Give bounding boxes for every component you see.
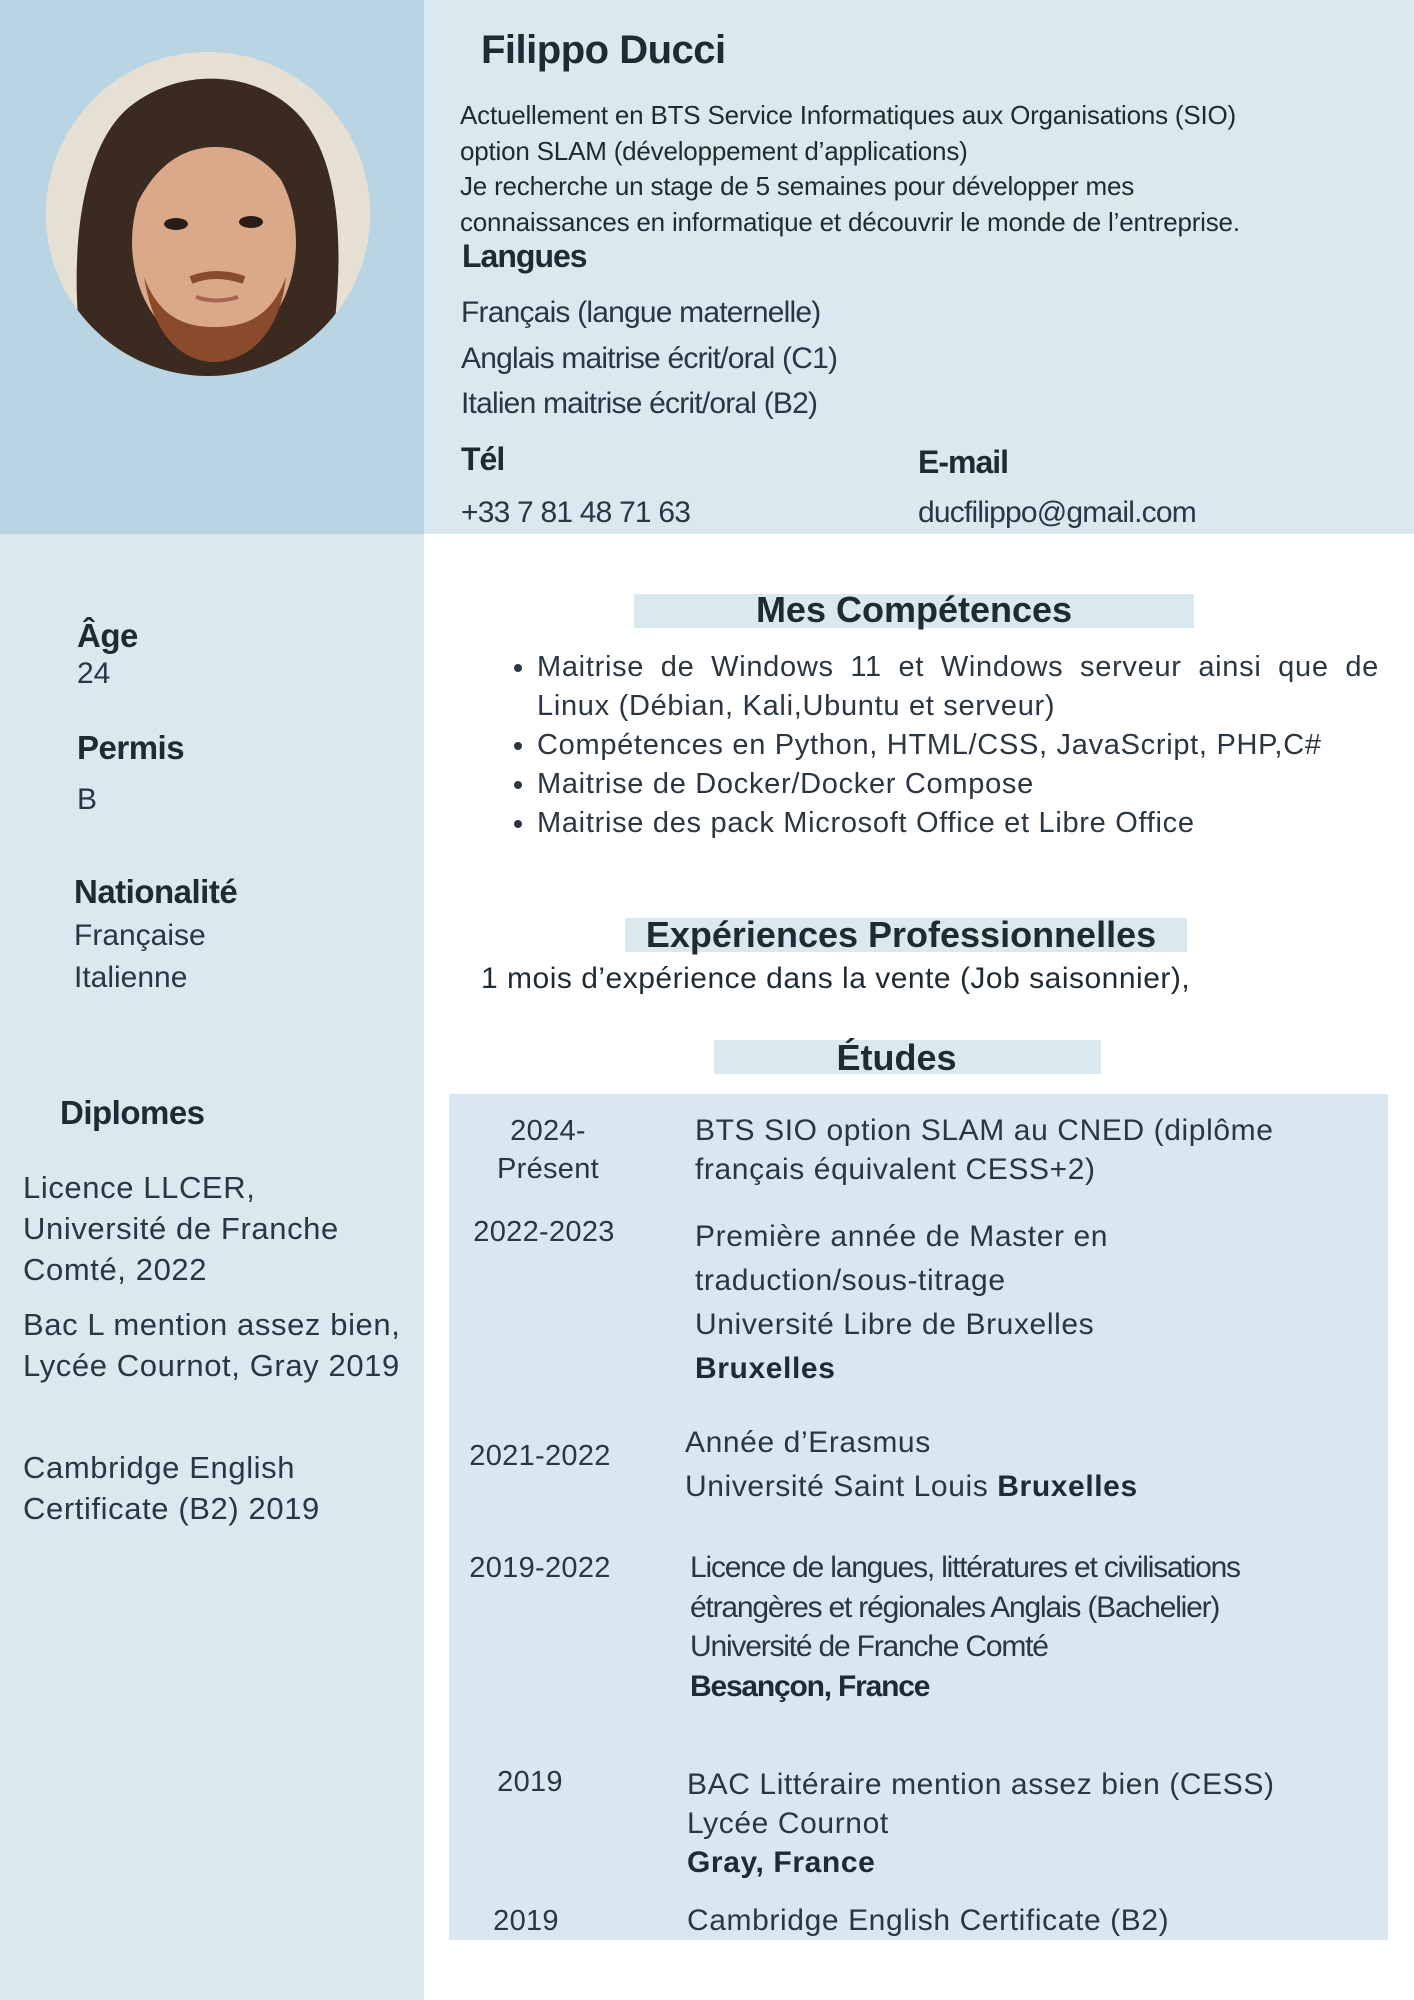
languages-heading: Langues bbox=[462, 238, 587, 274]
education-date: 2022-2023 bbox=[473, 1216, 615, 1248]
entry-location: Gray, France bbox=[687, 1846, 876, 1879]
skill-item: • Compétences en Python, HTML/CSS, JavaScript, PHP,C# bbox=[537, 726, 1379, 765]
phone-number[interactable]: +33 7 81 48 71 63 bbox=[461, 496, 691, 529]
intro-line: Actuellement en BTS Service Informatiques aux Organisations (SIO) bbox=[460, 100, 1237, 130]
education-entry bbox=[685, 1421, 1138, 1509]
entry-line: Université de Franche Comté bbox=[690, 1630, 1048, 1663]
skill-item: • Maitrise des pack Microsoft Office et Libre Office bbox=[537, 804, 1379, 843]
skill-item: • Maitrise de Windows 11 et Windows serveur ainsi que de Linux (Débian, Kali,Ubuntu et serveur) bbox=[537, 648, 1379, 726]
entry-line: Licence de langues, littératures et civilisations bbox=[690, 1551, 1240, 1584]
entry-line: Université Libre de Bruxelles bbox=[695, 1308, 1095, 1341]
entry-line: BTS SIO option SLAM au CNED (diplôme bbox=[695, 1114, 1274, 1147]
age-heading: Âge bbox=[77, 617, 138, 654]
education-entry bbox=[690, 1548, 1240, 1706]
entry-line: Année d’Erasmus bbox=[685, 1426, 931, 1459]
person-name: Filippo Ducci bbox=[481, 28, 726, 72]
entry-line: Université Saint Louis bbox=[685, 1470, 998, 1503]
entry-line: Première année de Master en bbox=[695, 1220, 1109, 1253]
diplomas-heading: Diplomes bbox=[60, 1094, 205, 1131]
education-title: Études bbox=[836, 1037, 957, 1078]
intro-line: option SLAM (développement d’applications) bbox=[460, 135, 968, 166]
language-item: Italien maitrise écrit/oral (B2) bbox=[461, 387, 818, 420]
email-heading: E-mail bbox=[918, 444, 1009, 480]
entry-line: BAC Littéraire mention assez bien (CESS) bbox=[687, 1768, 1275, 1801]
date-line: 2024- bbox=[510, 1115, 586, 1147]
date-line: Présent bbox=[496, 1153, 600, 1185]
education-entry bbox=[695, 1111, 1274, 1189]
education-date: 2019-2022 bbox=[469, 1552, 611, 1584]
skills-title: Mes Compétences bbox=[755, 589, 1073, 630]
email-address[interactable]: ducfilippo@gmail.com bbox=[918, 496, 1196, 529]
education-entry bbox=[695, 1215, 1108, 1391]
entry-location: Bruxelles bbox=[997, 1470, 1138, 1503]
education-date: 2019 bbox=[493, 1905, 559, 1937]
skills-list bbox=[505, 648, 1379, 843]
age-value: 24 bbox=[77, 657, 111, 690]
language-item: Français (langue maternelle) bbox=[461, 296, 821, 329]
nationality-value: Italienne bbox=[74, 961, 188, 994]
education-date: 2021-2022 bbox=[469, 1440, 611, 1472]
intro-line: Je recherche un stage de 5 semaines pour développer mes bbox=[460, 171, 1135, 202]
education-entry bbox=[687, 1899, 1169, 1943]
profile-photo bbox=[46, 52, 370, 376]
experience-text: 1 mois d’expérience dans la vente (Job saisonnier), bbox=[481, 962, 1191, 995]
entry-line: Cambridge English Certificate (B2) bbox=[687, 1904, 1170, 1937]
languages-list bbox=[461, 290, 837, 427]
diploma-item: Cambridge English Certificate (B2) 2019 bbox=[23, 1450, 320, 1526]
nationality-value: Française bbox=[74, 919, 206, 952]
experience-title: Expériences Professionnelles bbox=[645, 914, 1157, 955]
education-date: 2019 bbox=[497, 1766, 563, 1798]
education-entry bbox=[687, 1765, 1275, 1882]
diploma-item: Licence LLCER, Université de Franche Comté, 2022 bbox=[23, 1170, 339, 1287]
entry-line: étrangères et régionales Anglais (Bachelier) bbox=[690, 1590, 1220, 1624]
entry-location: Besançon, France bbox=[690, 1669, 930, 1703]
license-value: B bbox=[77, 783, 98, 816]
license-heading: Permis bbox=[77, 729, 185, 766]
skill-item: • Maitrise de Docker/Docker Compose bbox=[537, 765, 1379, 804]
entry-location: Bruxelles bbox=[695, 1352, 836, 1385]
entry-line: traduction/sous-titrage bbox=[695, 1264, 1006, 1297]
diploma-item: Bac L mention assez bien, Lycée Cournot, Gray 2019 bbox=[23, 1307, 401, 1383]
entry-line: français équivalent CESS+2) bbox=[695, 1153, 1096, 1186]
intro-text bbox=[460, 98, 1240, 241]
nationality-heading: Nationalité bbox=[74, 873, 238, 910]
language-item: Anglais maitrise écrit/oral (C1) bbox=[461, 341, 838, 375]
education-date bbox=[458, 1112, 638, 1188]
phone-heading: Tél bbox=[461, 441, 505, 477]
intro-line: connaissances en informatique et découvrir le monde de l’entreprise. bbox=[460, 207, 1240, 238]
entry-line: Lycée Cournot bbox=[687, 1807, 889, 1840]
